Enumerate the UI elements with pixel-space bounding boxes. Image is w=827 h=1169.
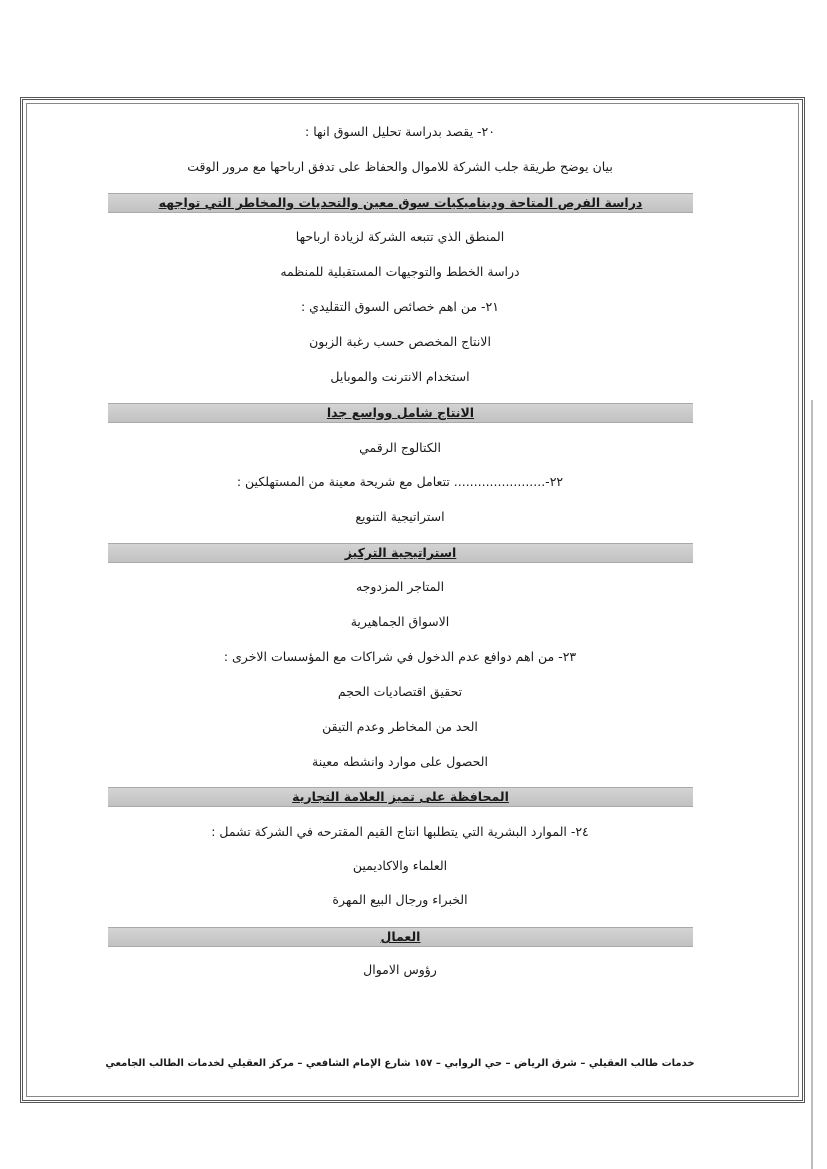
option-text: الحد من المخاطر وعدم التيقن: [322, 719, 478, 734]
option-text: رؤوس الاموال: [363, 962, 437, 977]
correct-answer: العمال: [108, 927, 693, 947]
option-text: المتاجر المزدوجه: [355, 579, 445, 594]
correct-answer: الانتاج شامل وواسع جدا: [108, 403, 693, 423]
correct-answer: المحافظة على تميز العلامة التجارية: [108, 787, 693, 807]
correct-answer: دراسة الفرص المتاحة وديناميكيات سوق معين والتحديات والمخاطر التي تواجهه: [108, 193, 693, 213]
page-border-inner: [26, 103, 799, 1097]
option-text: بيان يوضح طريقة جلب الشركة للاموال والحفاظ على تدفق ارباحها مع مرور الوقت: [187, 159, 613, 174]
option-text: دراسة الخطط والتوجيهات المستقبلية للمنظمه: [280, 264, 520, 279]
scan-edge-line: [811, 400, 813, 1169]
footer-text: خدمات طالب العقيلي – شرق الرياض – حي الروابي – ١٥٧ شارع الإمام الشافعي – مركز العقيلي لخدمات الطالب الجامعي: [105, 1058, 695, 1069]
option-text: تحقيق اقتصاديات الحجم: [337, 684, 463, 699]
question-text: ٢٠- يقصد بدراسة تحليل السوق انها :: [305, 124, 495, 139]
question-text: ٢٣- من اهم دوافع عدم الدخول في شراكات مع المؤسسات الاخرى :: [223, 649, 577, 664]
question-text: ٢٤- الموارد البشرية التي يتطلبها انتاج القيم المقترحه في الشركة تشمل :: [211, 824, 589, 839]
correct-answer: استراتيجية التركيز: [108, 543, 693, 563]
option-text: المنطق الذي تتبعه الشركة لزيادة ارباحها: [295, 229, 505, 244]
question-text: ٢١- من اهم خصائص السوق التقليدي :: [301, 299, 499, 314]
option-text: الكتالوج الرقمي: [359, 440, 441, 455]
option-text: الحصول على موارد وانشطه معينة: [312, 754, 488, 769]
option-text: استراتيجية التنويع: [355, 509, 445, 524]
option-text: العلماء والاكاديمين: [352, 858, 448, 873]
option-text: الانتاج المخصص حسب رغبة الزبون: [309, 334, 491, 349]
question-text: ٢٢-....................... تتعامل مع شريحة معينة من المستهلكين :: [236, 474, 564, 489]
option-text: استخدام الانترنت والموبايل: [330, 369, 470, 384]
option-text: الخبراء ورجال البيع المهرة: [332, 892, 468, 907]
option-text: الاسواق الجماهيرية: [350, 614, 450, 629]
